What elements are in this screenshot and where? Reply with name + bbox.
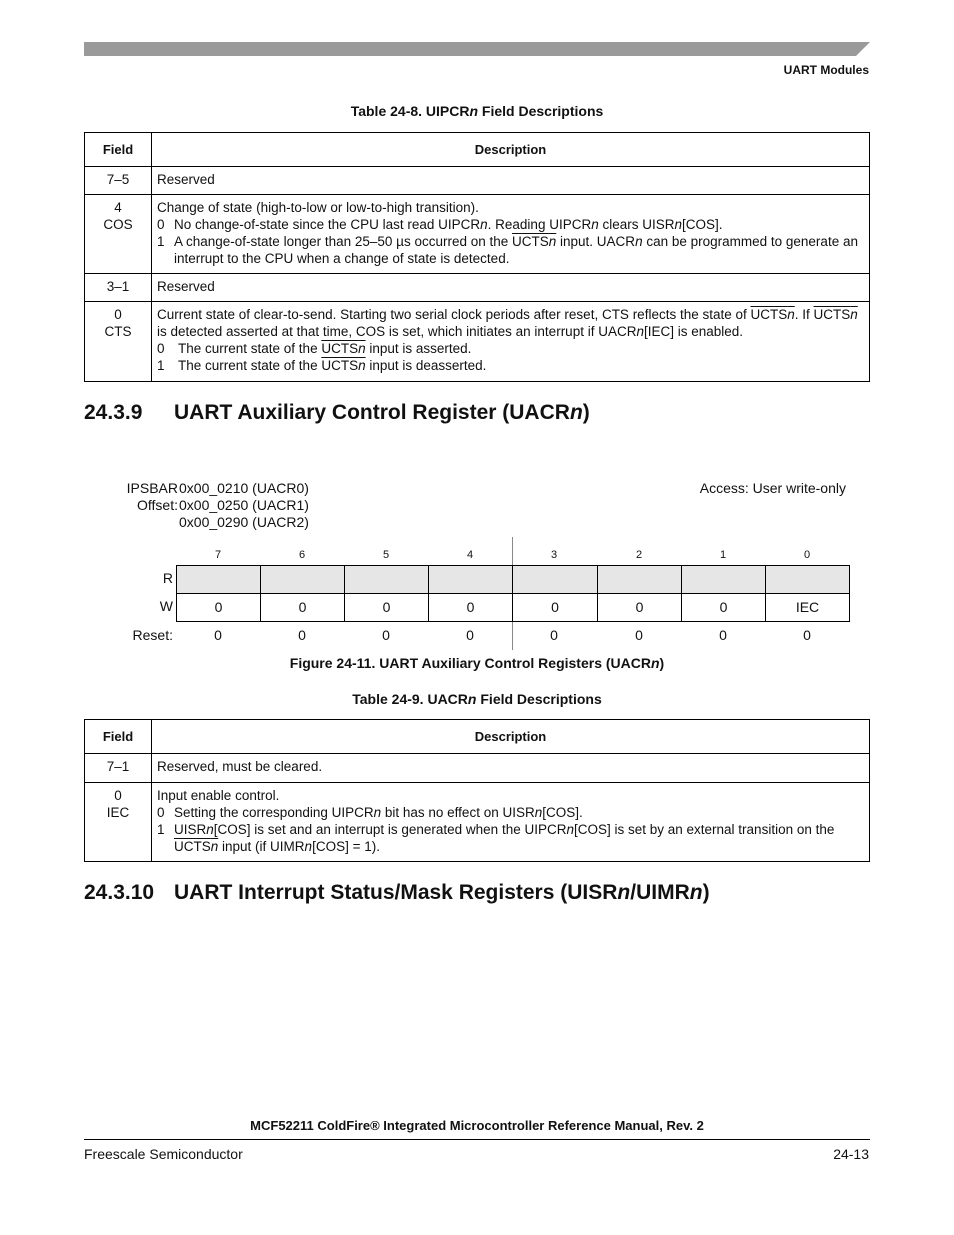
description-cell: Input enable control. 0 Setting the corresponding UIPCRn bit has no effect on UISRn[COS]. 1 UISRn[COS] is set and an interrupt is generated when the UIPCRn[COS] is set by an external transition on the UCTSn input (if UIMRn[COS] = 1). (152, 783, 870, 862)
description-cell: Change of state (high-to-low or low-to-high transition). 0 No change-of-state since the CPU last read UIPCRn. Reading UIPCRn clears UISRn[COS]. 1 A change-of-state longer than 25–50 µs occurred on the UCTSn input. UACRn can be programmed to generate an interrupt to the CPU when a change of state is detected. (152, 195, 870, 274)
register-access: Access: User write-only (699, 480, 846, 496)
footer-divider (84, 1139, 870, 1140)
read-bit-cell (344, 565, 429, 594)
bit-number: 5 (382, 549, 390, 561)
uipcr-field-table (84, 132, 870, 382)
reset-value: 0 (635, 627, 643, 643)
reset-value: 0 (466, 627, 474, 643)
header-bar (84, 42, 870, 56)
register-offsets: 0x00_0210 (UACR0) 0x00_0250 (UACR1) 0x00_0290 (UACR2) (179, 480, 309, 530)
table-caption: Table 24-9. UACRn Field Descriptions (352, 691, 602, 707)
field-cell: 0 CTS (85, 302, 152, 382)
bit-number: 4 (466, 549, 474, 561)
description-cell: Reserved (152, 167, 870, 195)
column-header-description: Description (152, 133, 870, 167)
read-bit-cell (765, 565, 850, 594)
table-caption: Table 24-8. UIPCRn Field Descriptions (350, 103, 604, 119)
uacr-field-table (84, 719, 870, 862)
description-cell: Reserved, must be cleared. (152, 754, 870, 783)
read-row-label: R (162, 570, 173, 586)
figure-caption: Figure 24-11. UART Auxiliary Control Registers (UACRn) (289, 655, 665, 671)
field-cell: 7–5 (85, 167, 152, 195)
write-bit-cell: IEC (765, 593, 850, 622)
write-bit-cell: 0 (428, 593, 513, 622)
table-header-row (85, 133, 870, 167)
column-header-description: Description (152, 720, 870, 754)
description-cell: Current state of clear-to-send. Starting two serial clock periods after reset, CTS reflects the state of UCTSn. If UCTSn is detected asserted at that time, COS is set, which initiates an interrupt if UACRn[IEC] is enabled. 0 The current state of the UCTSn input is asserted. 1 The current state of the UCTSn input is deasserted. (152, 302, 870, 382)
read-bit-cell (260, 565, 345, 594)
column-header-field: Field (85, 720, 152, 754)
table-row (85, 195, 870, 274)
write-row-label: W (159, 598, 173, 614)
read-bit-cell (681, 565, 766, 594)
table-row (85, 274, 870, 302)
bit-number: 2 (635, 549, 643, 561)
read-bit-cell (597, 565, 682, 594)
reset-value: 0 (803, 627, 811, 643)
field-cell: 3–1 (85, 274, 152, 302)
table-row (85, 754, 870, 783)
read-bit-cell (176, 565, 261, 594)
table-header-row (85, 720, 870, 754)
field-cell: 0 IEC (85, 783, 152, 862)
table-row (85, 167, 870, 195)
read-bit-cell (428, 565, 513, 594)
reset-value: 0 (382, 627, 390, 643)
write-bit-cell: 0 (260, 593, 345, 622)
section-heading: 24.3.10 UART Interrupt Status/Mask Registers (UISRn/UIMRn) (84, 881, 710, 904)
reset-value: 0 (550, 627, 558, 643)
table-row (85, 783, 870, 862)
table-row (85, 302, 870, 382)
reset-value: 0 (298, 627, 306, 643)
reset-row-label: Reset: (132, 627, 173, 643)
write-bit-cell: 0 (681, 593, 766, 622)
write-bit-cell: 0 (597, 593, 682, 622)
read-bit-cell (512, 565, 598, 594)
write-bit-cell: 0 (512, 593, 598, 622)
page-number: 24-13 (833, 1146, 869, 1162)
register-address-labels: IPSBAR Offset: (126, 480, 178, 513)
footer-title: MCF52211 ColdFire® Integrated Microcontroller Reference Manual, Rev. 2 (250, 1118, 704, 1133)
bit-number: 6 (298, 549, 306, 561)
column-header-field: Field (85, 133, 152, 167)
reset-value: 0 (719, 627, 727, 643)
write-bit-cell: 0 (176, 593, 261, 622)
field-cell: 7–1 (85, 754, 152, 783)
bit-number: 1 (719, 549, 727, 561)
bit-number: 3 (550, 549, 558, 561)
description-cell: Reserved (152, 274, 870, 302)
reset-value: 0 (214, 627, 222, 643)
bit-number: 0 (803, 549, 811, 561)
write-bit-cell: 0 (344, 593, 429, 622)
bit-number: 7 (214, 549, 222, 561)
field-cell: 4 COS (85, 195, 152, 274)
running-header: UART Modules (783, 63, 869, 77)
footer-company: Freescale Semiconductor (84, 1146, 243, 1162)
section-heading: 24.3.9 UART Auxiliary Control Register (UACRn) (84, 401, 590, 424)
